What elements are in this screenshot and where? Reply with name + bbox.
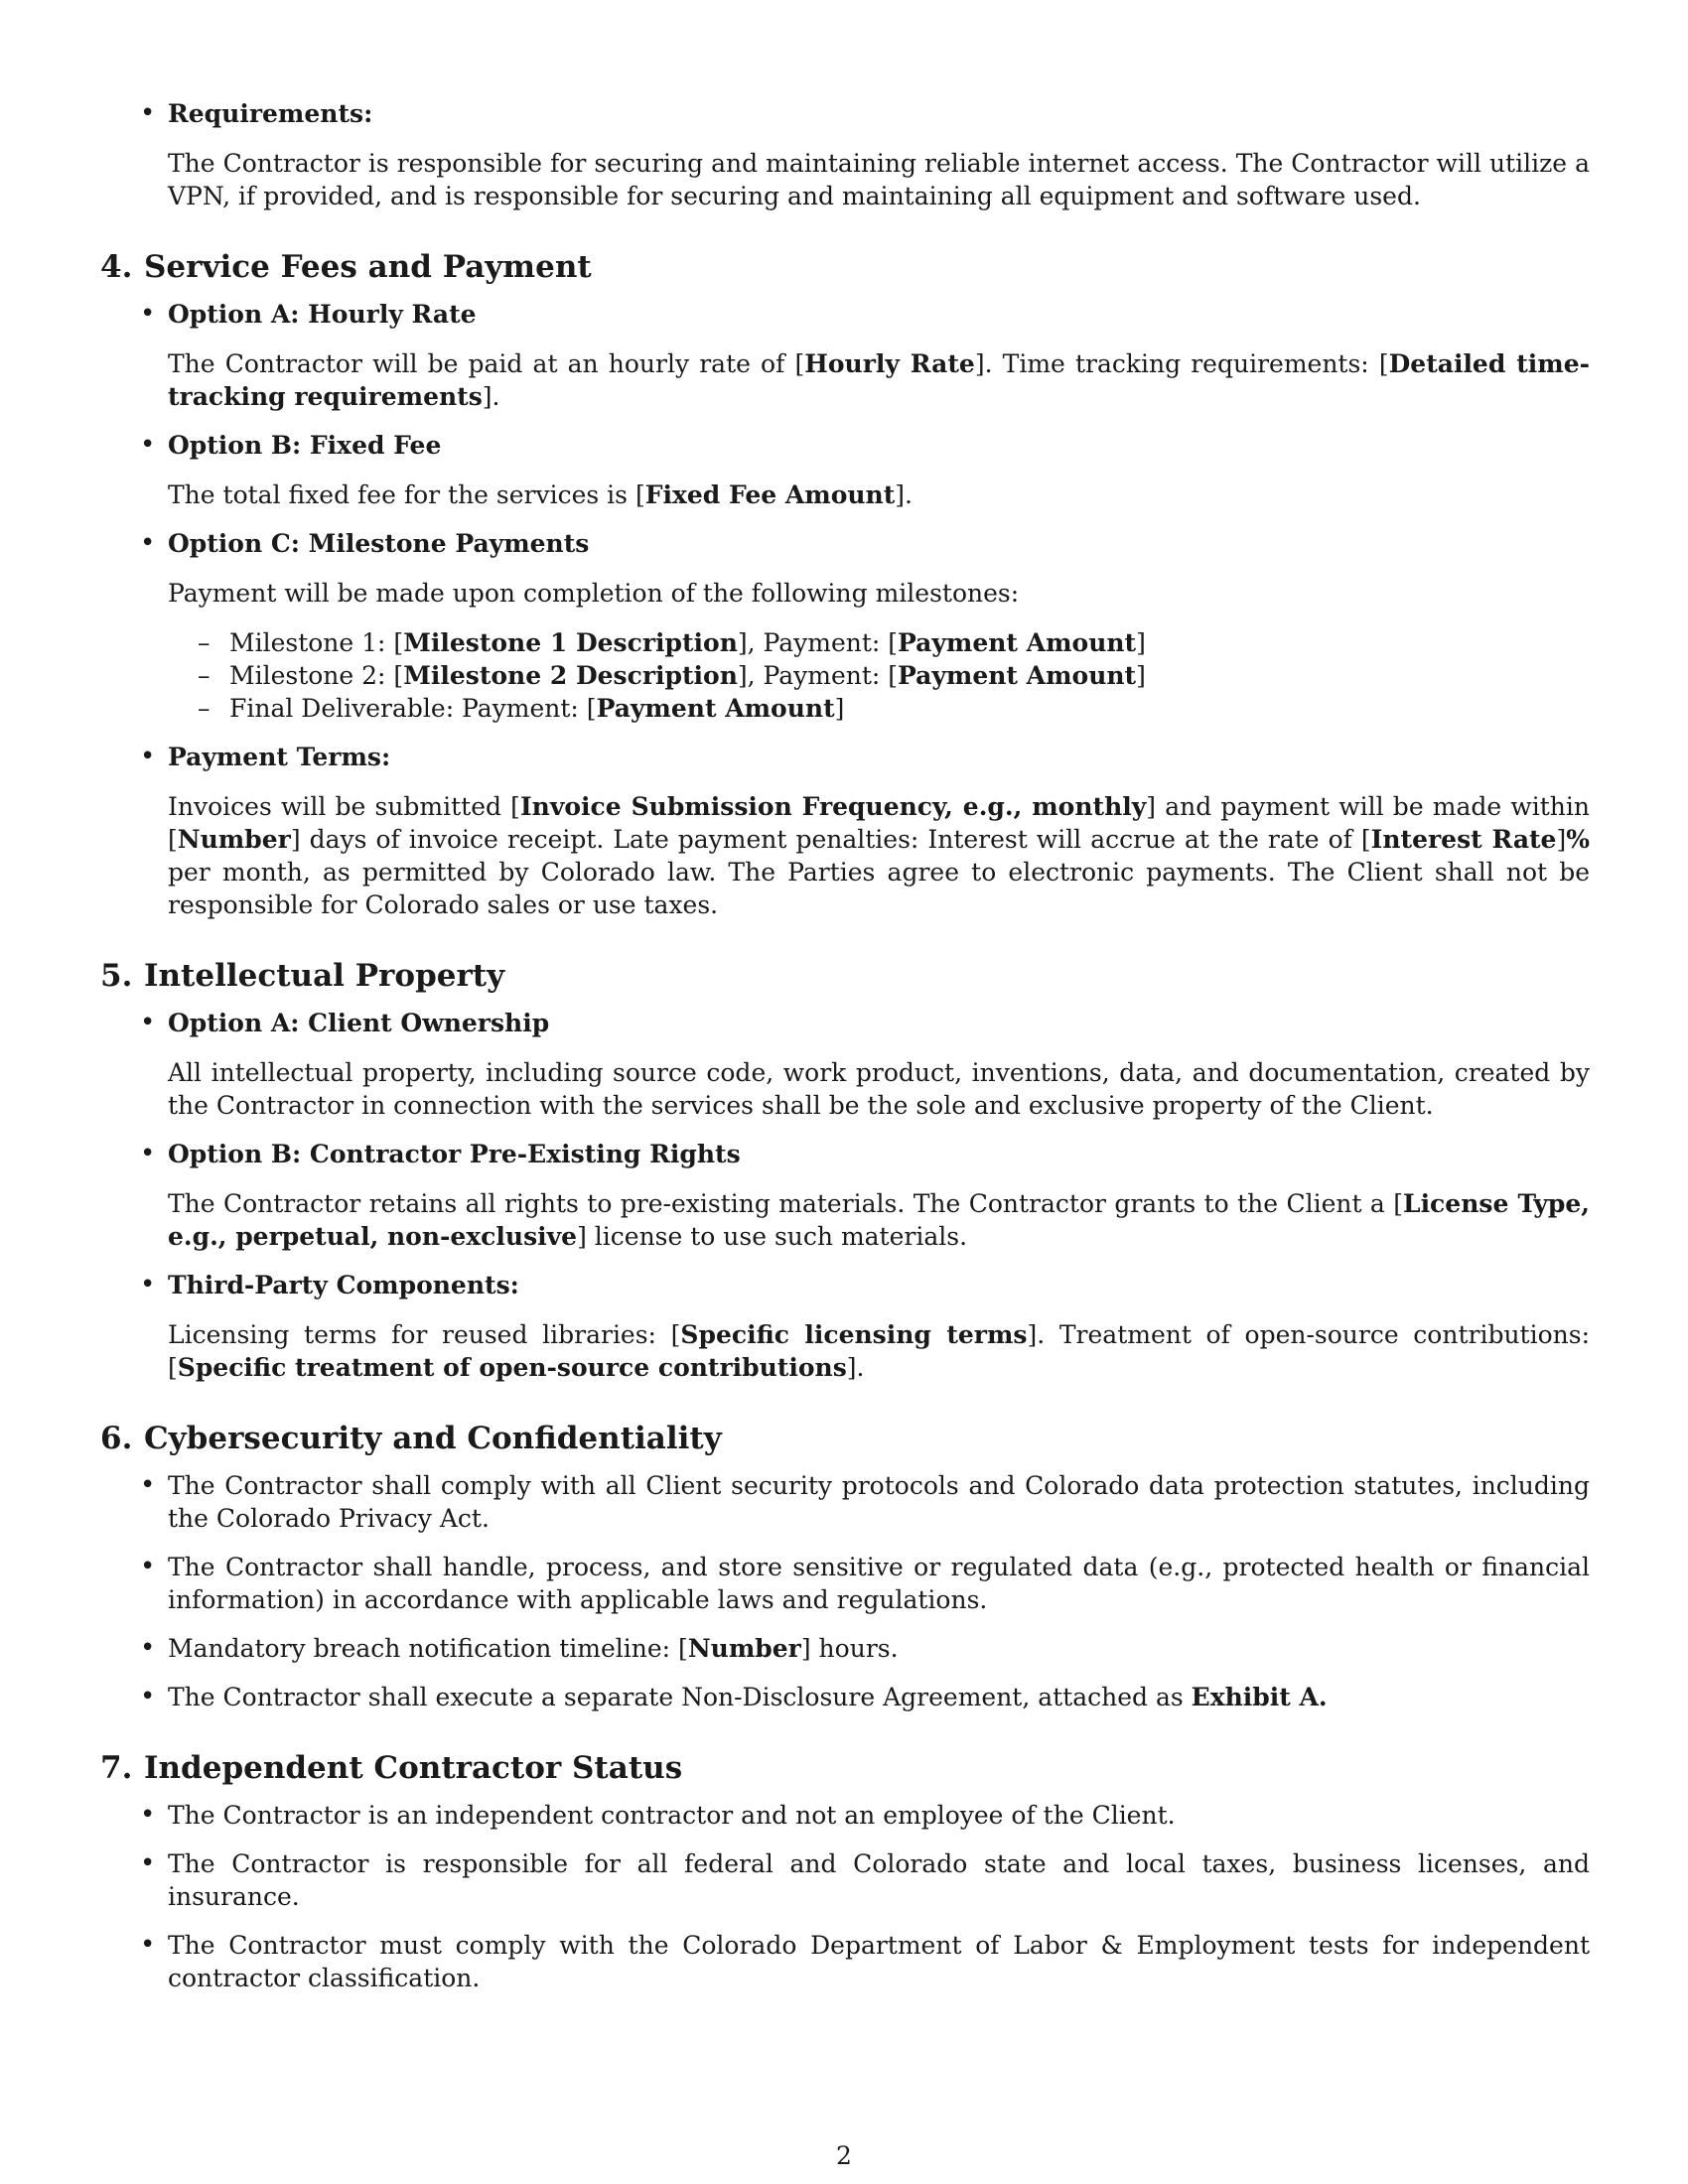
exhibit-reference: Exhibit A. (1191, 1683, 1328, 1711)
option-label: Third-Party Components: (168, 1271, 519, 1299)
bullet-item: • The Contractor shall handle, process, and store sensitive or regulated data (e.g., protected health or financial information) in accordance with applicable laws and regulations. (140, 1552, 1590, 1614)
page-number: 2 (836, 2141, 852, 2170)
option-text: The total fixed fee for the services is [Fixed Fee Amount]. (168, 480, 913, 509)
section-number: 4. (100, 249, 133, 285)
placeholder-field: Payment Amount (596, 694, 835, 723)
placeholder-field: Payment Amount (898, 661, 1137, 690)
bullet: • (140, 1682, 156, 1711)
section-title: Service Fees and Payment (144, 249, 592, 285)
bullet: • (140, 1930, 156, 1960)
placeholder-field: License Type, e.g., perpetual, non-exclusive (168, 1189, 1590, 1251)
bullet: • (140, 528, 156, 558)
placeholder-field: Number (687, 1634, 801, 1663)
requirements-item (100, 97, 1590, 212)
section-title: Intellectual Property (144, 958, 505, 994)
option-label: Payment Terms: (168, 743, 391, 771)
milestone-item: – Milestone 1: [Milestone 1 Description], Payment: [Payment Amount] (198, 628, 1146, 657)
section-title: Independent Contractor Status (144, 1750, 683, 1786)
option-label: Option A: Hourly Rate (168, 300, 477, 329)
bullet-item: • The Contractor shall comply with all Client security protocols and Colorado data protection statutes, including the Colorado Privacy Act. (140, 1470, 1590, 1533)
hourly-rate-option (100, 298, 1590, 413)
bullet: • (140, 1800, 156, 1830)
section-6-heading (100, 1420, 1590, 1457)
client-ownership-option (100, 1007, 1590, 1122)
placeholder-field: Detailed time-tracking requirements (168, 349, 1590, 411)
bullet-item: • The Contractor must comply with the Colorado Department of Labor & Employment tests for independent contractor classification. (140, 1930, 1590, 1992)
placeholder-field: Number (177, 825, 291, 854)
option-label: Option B: Fixed Fee (168, 431, 442, 460)
third-party-item (100, 1269, 1590, 1384)
option-text: The Contractor retains all rights to pre-existing materials. The Contractor grants to the Client a [License Type, e.g., perpetual, non-exclusive] license to use such materials. (168, 1189, 1590, 1251)
bullet-item: • The Contractor is an independent contractor and not an employee of the Client. (140, 1800, 1176, 1830)
bullet: • (140, 1633, 156, 1663)
section-5-heading (100, 957, 1590, 995)
placeholder-field: Milestone 2 Description (403, 661, 738, 690)
requirements-label: Requirements: (168, 99, 373, 128)
bullet: • (140, 742, 156, 771)
option-label: Option A: Client Ownership (168, 1009, 550, 1037)
placeholder-field: Hourly Rate (804, 349, 975, 378)
option-text: Licensing terms for reused libraries: [Specific licensing terms]. Treatment of open-source contributions: [Specific treatment of open-source contributions]. (168, 1320, 1591, 1382)
pre-existing-rights-option (100, 1138, 1590, 1253)
document-page (100, 97, 1590, 1994)
bullet: • (140, 98, 156, 128)
placeholder-field: Fixed Fee Amount (644, 480, 896, 509)
fixed-fee-option (100, 429, 1590, 511)
option-text: Invoices will be submitted [Invoice Submission Frequency, e.g., monthly] and payment will be made within [Number] days of invoice receipt. Late payment penalties: Interest will accrue at the rate of [Interest Rate]% per month, as permitted by Colorado law. The Parties agree to electronic payments. The Client shall not be responsible for Colorado sales or use taxes. (168, 792, 1591, 919)
bullet: • (140, 430, 156, 460)
option-text: All intellectual property, including source code, work product, inventions, data, and documentation, created by the Contractor in connection with the services shall be the sole and exclusive property of the Client. (168, 1058, 1590, 1120)
bullet: • (140, 1552, 156, 1581)
bullet: • (140, 299, 156, 329)
placeholder-field: Specific licensing terms (680, 1320, 1028, 1349)
section-number: 5. (100, 958, 133, 994)
option-text: The Contractor will be paid at an hourly rate of [Hourly Rate]. Time tracking requirements: [Detailed time-tracking requirements]. (168, 349, 1590, 411)
option-label: Option B: Contractor Pre-Existing Rights (168, 1140, 741, 1168)
section-7-heading (100, 1749, 1590, 1787)
placeholder-field: Payment Amount (898, 628, 1137, 657)
bullet: • (140, 1139, 156, 1168)
placeholder-field: Interest Rate (1370, 825, 1557, 854)
bullet-item: • The Contractor is responsible for all federal and Colorado state and local taxes, business licenses, and insurance. (140, 1848, 1590, 1911)
requirements-text: The Contractor is responsible for securing and maintaining reliable internet access. The Contractor will utilize a VPN, if provided, and is responsible for securing and maintaining all equipment and software used. (168, 149, 1590, 210)
milestone-item: – Milestone 2: [Milestone 2 Description], Payment: [Payment Amount] (198, 661, 1146, 690)
payment-terms-item (100, 741, 1590, 921)
milestone-item: – Final Deliverable: Payment: [Payment Amount] (198, 694, 845, 723)
section-number: 6. (100, 1421, 133, 1456)
option-text: Payment will be made upon completion of the following milestones: (168, 579, 1020, 608)
bullet-item: • Mandatory breach notification timeline: [Number] hours. (140, 1633, 899, 1663)
bullet: • (140, 1008, 156, 1037)
milestone-option (100, 527, 1590, 725)
placeholder-field: Milestone 1 Description (403, 628, 738, 657)
section-title: Cybersecurity and Confidentiality (144, 1421, 722, 1456)
section-4-heading (100, 248, 1590, 286)
bullet: • (140, 1470, 156, 1500)
placeholder-field: Specific treatment of open-source contributions (177, 1353, 847, 1382)
section-number: 7. (100, 1750, 133, 1786)
bullet: • (140, 1848, 156, 1878)
bullet-item: • The Contractor shall execute a separate Non-Disclosure Agreement, attached as Exhibit A. (140, 1682, 1328, 1711)
placeholder-field: Invoice Submission Frequency, e.g., monthly (519, 792, 1147, 821)
option-label: Option C: Milestone Payments (168, 529, 590, 558)
bullet: • (140, 1270, 156, 1299)
